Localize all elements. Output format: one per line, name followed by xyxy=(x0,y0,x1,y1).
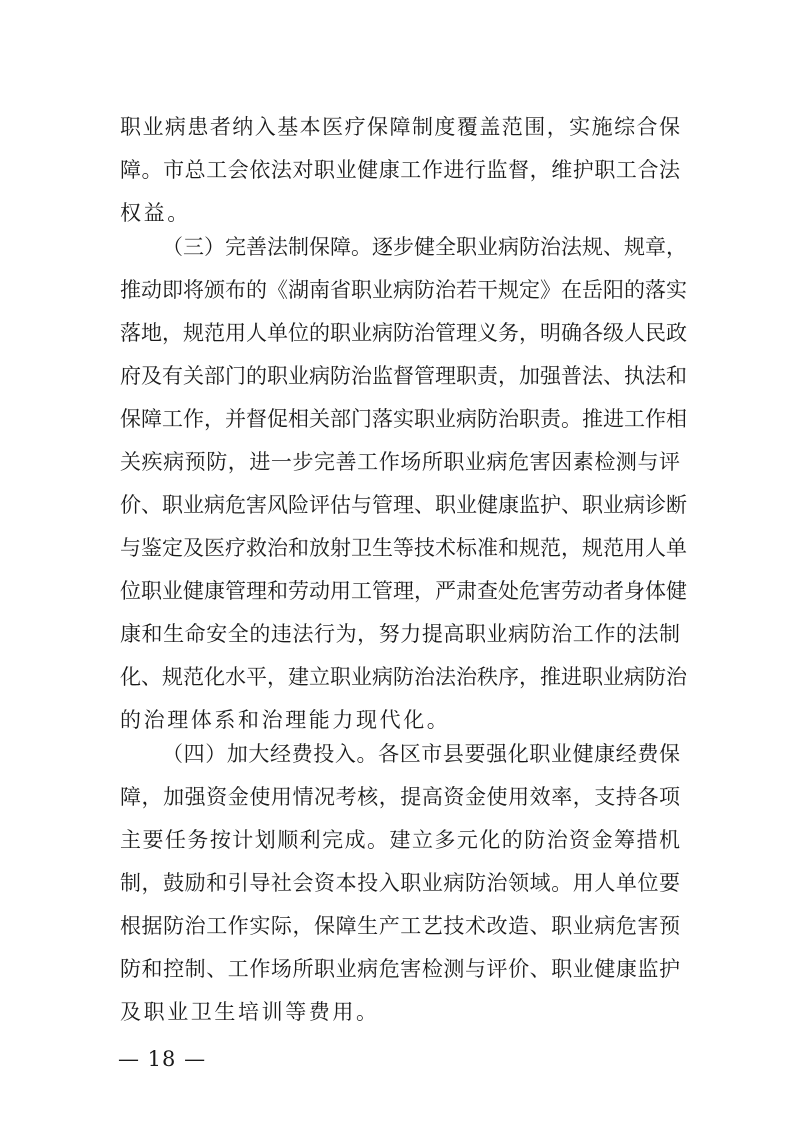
text-line: 保障工作，并督促相关部门落实职业病防治职责。推进工作相 xyxy=(120,407,687,431)
text-line: 位职业健康管理和劳动用工管理，严肃查处危害劳动者身体健 xyxy=(120,579,687,603)
text-line: 根据防治工作实际，保障生产工艺技术改造、职业病危害预 xyxy=(120,914,680,938)
text-line: 康和生命安全的违法行为，努力提高职业病防治工作的法制 xyxy=(120,622,680,646)
text-line: 价、职业病危害风险评估与管理、职业健康监护、职业病诊断 xyxy=(120,493,687,517)
text-line: （三）完善法制保障。逐步健全职业病防治法规、规章， xyxy=(162,235,687,259)
text-line: 主要任务按计划顺利完成。建立多元化的防治资金筹措机 xyxy=(120,828,680,852)
text-line: 障。市总工会依法对职业健康工作进行监督，维护职工合法 xyxy=(120,158,680,182)
text-line: 防和控制、工作场所职业病危害检测与评价、职业健康监护 xyxy=(120,957,680,981)
text-line: （四）加大经费投入。各区市县要强化职业健康经费保 xyxy=(162,742,680,766)
text-line: 障，加强资金使用情况考核，提高资金使用效率，支持各项 xyxy=(120,785,680,809)
page-number: — 18 — xyxy=(118,1047,207,1071)
text-line: 制，鼓励和引导社会资本投入职业病防治领域。用人单位要 xyxy=(120,871,680,895)
text-line: 的治理体系和治理能力现代化。 xyxy=(120,708,451,732)
text-line: 推动即将颁布的《湖南省职业病防治若干规定》在岳阳的落实 xyxy=(120,278,687,302)
text-line: 及职业卫生培训等费用。 xyxy=(120,1000,380,1024)
text-line: 府及有关部门的职业病防治监督管理职责，加强普法、执法和 xyxy=(120,364,687,388)
text-line: 化、规范化水平，建立职业病防治法治秩序，推进职业病防治 xyxy=(120,665,687,689)
text-line: 关疾病预防，进一步完善工作场所职业病危害因素检测与评 xyxy=(120,450,680,474)
text-line: 与鉴定及医疗救治和放射卫生等技术标准和规范，规范用人单 xyxy=(120,536,687,560)
text-line: 职业病患者纳入基本医疗保障制度覆盖范围，实施综合保 xyxy=(120,115,680,139)
text-line: 落地，规范用人单位的职业病防治管理义务，明确各级人民政 xyxy=(120,321,687,345)
text-line: 权益。 xyxy=(120,201,191,225)
